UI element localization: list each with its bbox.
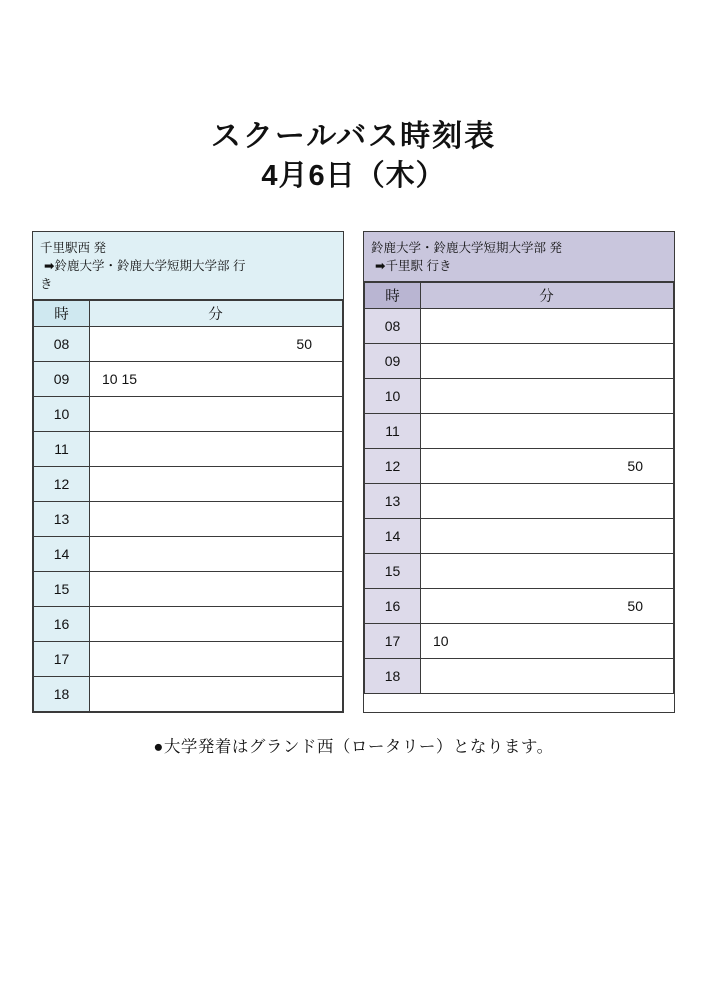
- cell-minutes: [421, 344, 674, 379]
- column-header-hour: 時: [365, 283, 421, 309]
- title-date: 4月6日（木）: [261, 159, 446, 192]
- table-row: [34, 571, 343, 606]
- cell-hour: 13: [34, 501, 90, 536]
- cell-minutes: [421, 414, 674, 449]
- column-header-hour: 時: [34, 300, 90, 326]
- header-destination-cont: き: [40, 277, 53, 292]
- header-destination: 鈴鹿大学・鈴鹿大学短期大学部 行: [54, 259, 246, 274]
- cell-hour: 17: [365, 624, 421, 659]
- table-row: [365, 449, 674, 484]
- cell-hour: 10: [34, 396, 90, 431]
- cell-hour: 08: [365, 309, 421, 344]
- cell-minutes: [421, 659, 674, 694]
- table-row: [365, 379, 674, 414]
- cell-minutes: [90, 501, 343, 536]
- footnote: ●大学発着はグランド西（ロータリー）となります。: [153, 737, 554, 756]
- cell-hour: 14: [34, 536, 90, 571]
- cell-hour: 13: [365, 484, 421, 519]
- cell-minutes: 50: [90, 326, 343, 361]
- table-row: [365, 309, 674, 344]
- table-row: [365, 554, 674, 589]
- cell-minutes: [421, 484, 674, 519]
- header-origin: 鈴鹿大学・鈴鹿大学短期大学部 発: [371, 241, 562, 256]
- table-row: [365, 484, 674, 519]
- table-row: [34, 396, 343, 431]
- cell-hour: 16: [365, 589, 421, 624]
- table-row: [34, 641, 343, 676]
- table-row: [34, 501, 343, 536]
- timetables-container: [0, 195, 707, 712]
- cell-hour: 18: [365, 659, 421, 694]
- table-row: [365, 344, 674, 379]
- header-origin: 千里駅西 発: [40, 241, 106, 256]
- column-header-minute: 分: [90, 300, 343, 326]
- cell-minutes: [90, 536, 343, 571]
- table-row: [365, 589, 674, 624]
- cell-minutes: [90, 396, 343, 431]
- table-row: [34, 606, 343, 641]
- cell-hour: 09: [365, 344, 421, 379]
- table-row: [34, 676, 343, 711]
- cell-hour: 15: [365, 554, 421, 589]
- timetable-header-senri-to-univ: [33, 232, 343, 299]
- header-destination: 千里駅 行き: [385, 259, 452, 274]
- title-main: スクールバス時刻表: [210, 120, 497, 153]
- cell-minutes: [90, 466, 343, 501]
- cell-minutes: 10: [421, 624, 674, 659]
- timetable-univ-to-senri: [363, 231, 675, 712]
- table-row: [365, 414, 674, 449]
- cell-hour: 16: [34, 606, 90, 641]
- cell-hour: 12: [365, 449, 421, 484]
- cell-minutes: 50: [421, 589, 674, 624]
- table-row: [34, 466, 343, 501]
- cell-minutes: [421, 309, 674, 344]
- arrow-icon: ➡: [44, 259, 55, 274]
- arrow-icon: ➡: [375, 259, 386, 274]
- table-header-row: [365, 283, 674, 309]
- cell-hour: 09: [34, 361, 90, 396]
- cell-minutes: [90, 641, 343, 676]
- cell-hour: 12: [34, 466, 90, 501]
- table-row: [34, 361, 343, 396]
- schedule-table: [364, 282, 674, 694]
- cell-minutes: [90, 606, 343, 641]
- cell-hour: 11: [365, 414, 421, 449]
- table-header-row: [34, 300, 343, 326]
- page-title: [0, 0, 707, 195]
- schedule-table: [33, 300, 343, 712]
- table-row: [34, 431, 343, 466]
- cell-hour: 15: [34, 571, 90, 606]
- cell-minutes: 10 15: [90, 361, 343, 396]
- timetable-header-univ-to-senri: [364, 232, 674, 282]
- cell-hour: 18: [34, 676, 90, 711]
- cell-hour: 17: [34, 641, 90, 676]
- cell-hour: 10: [365, 379, 421, 414]
- cell-hour: 08: [34, 326, 90, 361]
- timetable-senri-to-univ: [32, 231, 344, 712]
- cell-minutes: [421, 519, 674, 554]
- cell-minutes: [421, 379, 674, 414]
- cell-hour: 14: [365, 519, 421, 554]
- column-header-minute: 分: [421, 283, 674, 309]
- table-row: [365, 659, 674, 694]
- table-row: [365, 519, 674, 554]
- cell-minutes: 50: [421, 449, 674, 484]
- cell-hour: 11: [34, 431, 90, 466]
- cell-minutes: [90, 676, 343, 711]
- table-row: [34, 536, 343, 571]
- cell-minutes: [90, 431, 343, 466]
- cell-minutes: [90, 571, 343, 606]
- table-row: [365, 624, 674, 659]
- cell-minutes: [421, 554, 674, 589]
- table-row: [34, 326, 343, 361]
